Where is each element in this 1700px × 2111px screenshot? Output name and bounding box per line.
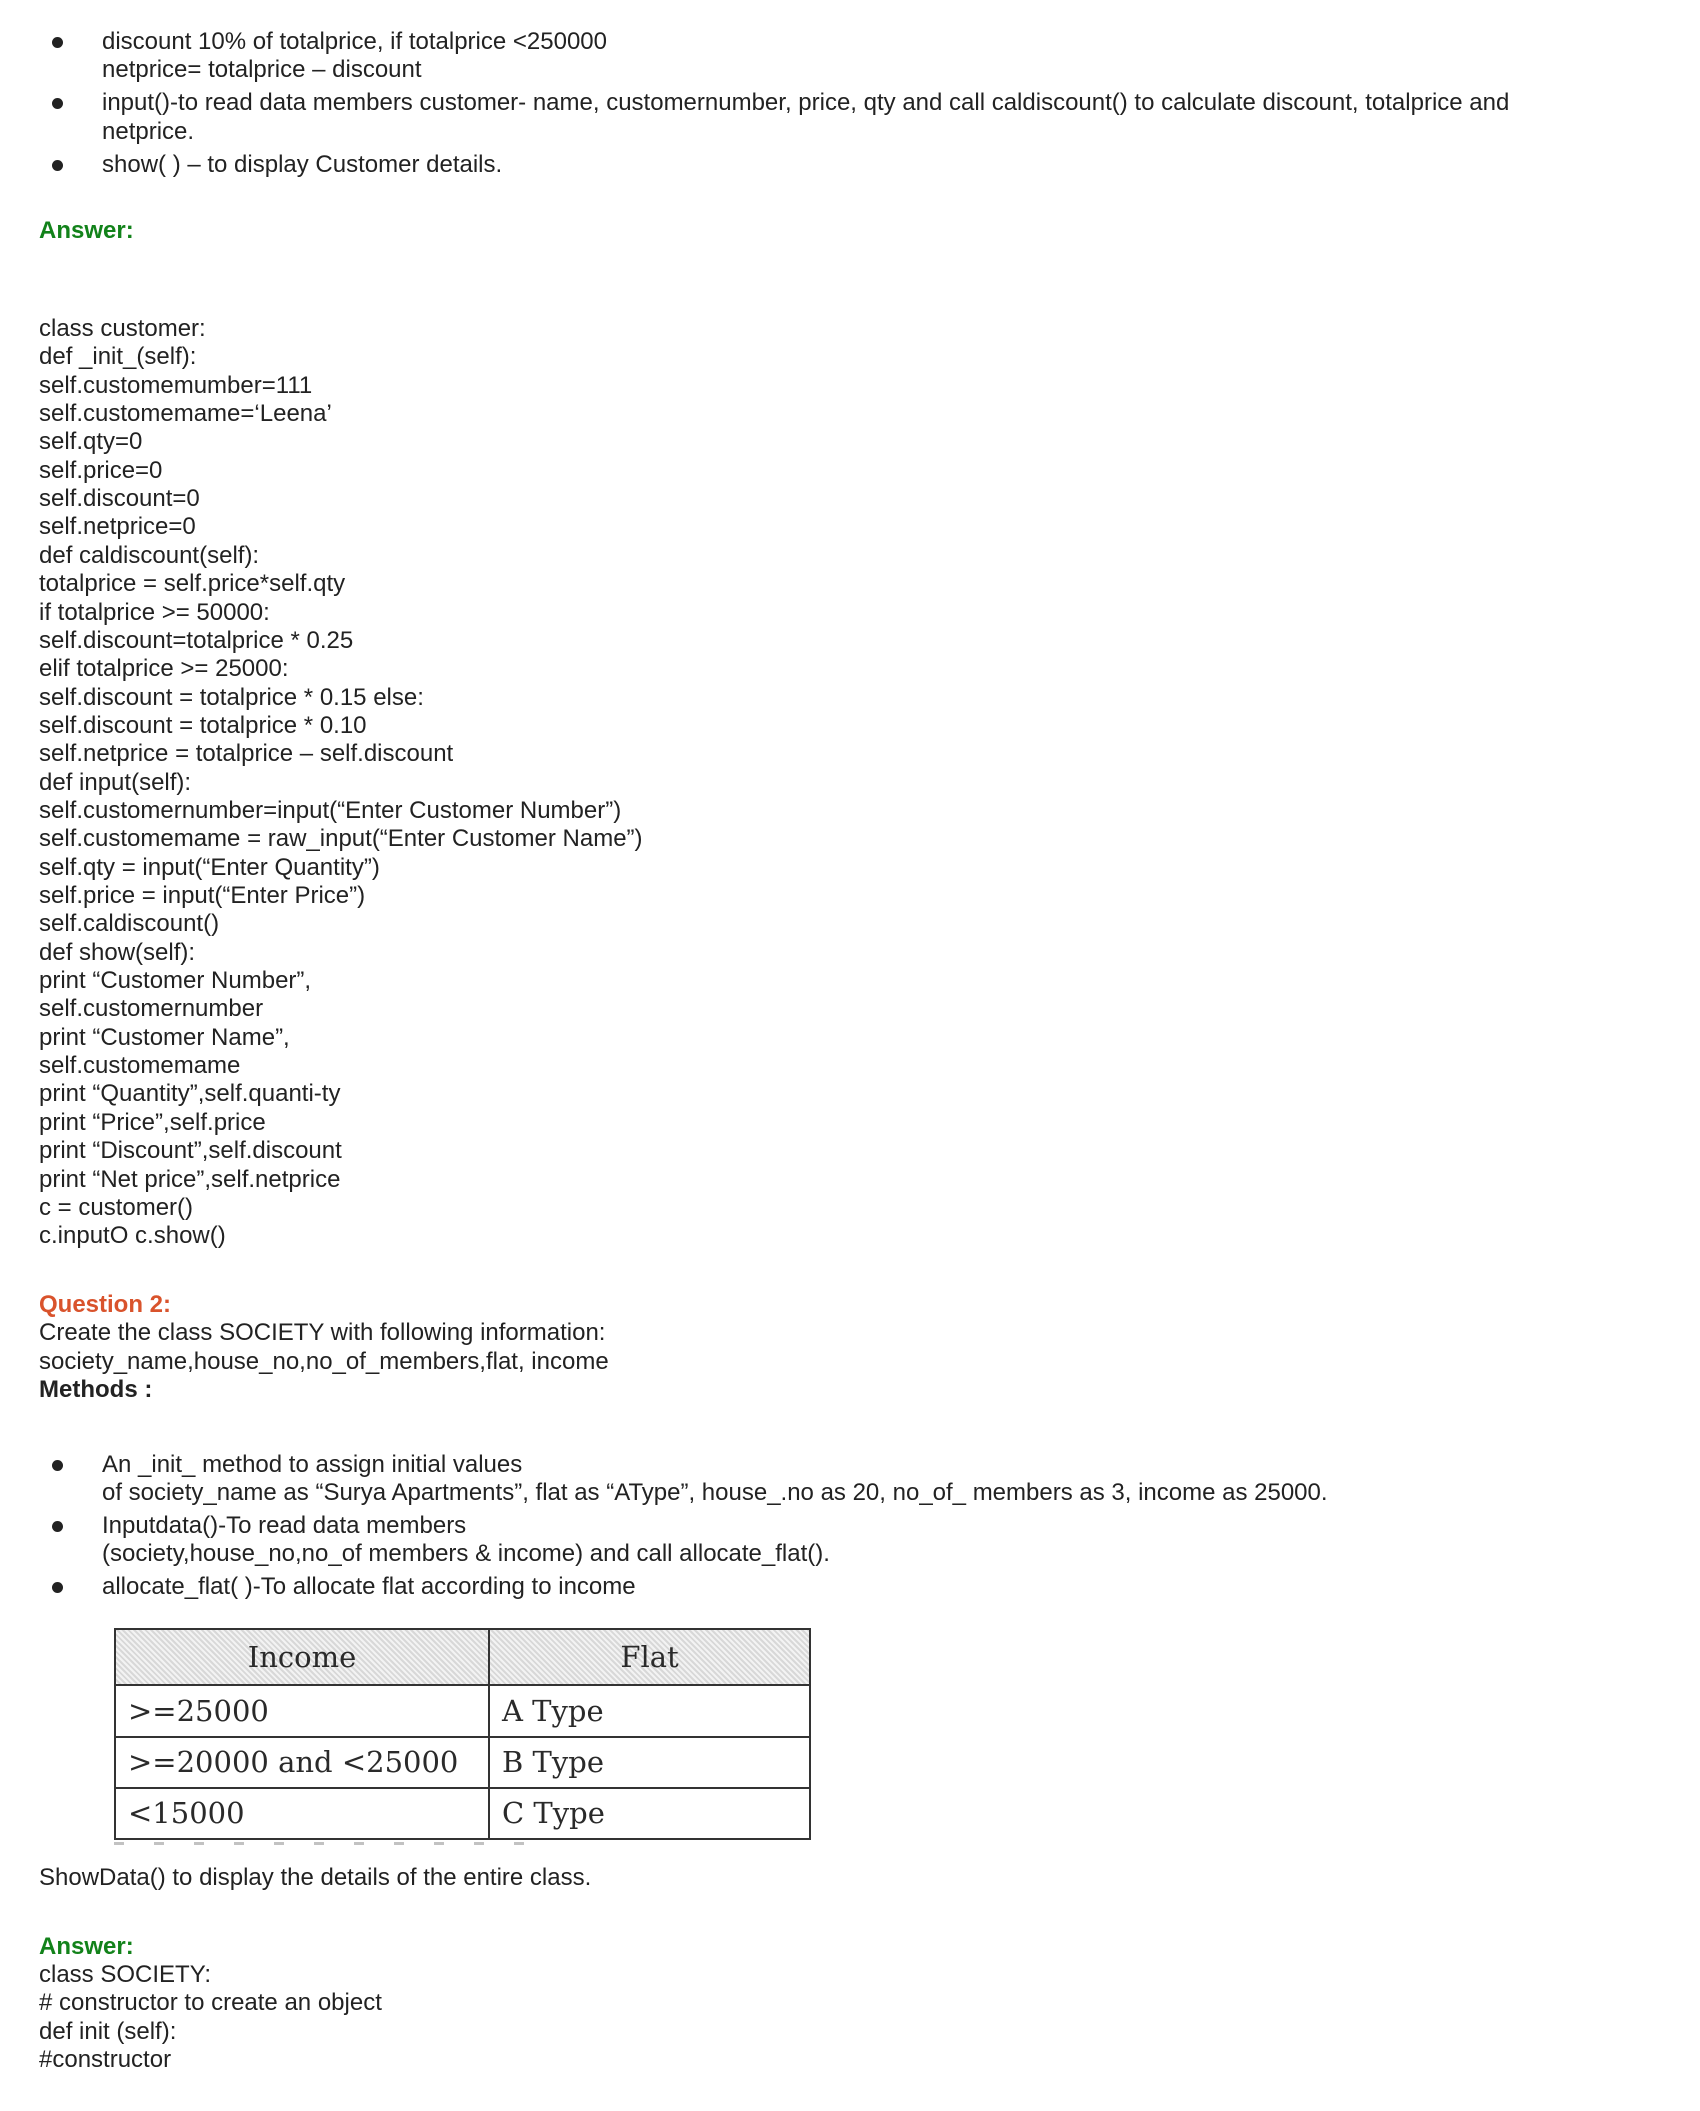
code-line: if totalprice >= 50000:	[39, 598, 270, 626]
code-line: c.inputO c.show()	[39, 1222, 226, 1250]
code-line: self.qty = input(“Enter Quantity”)	[39, 853, 380, 881]
table-cell-flat: B Type	[489, 1737, 810, 1788]
code-line: self.customemumber=111	[39, 371, 313, 399]
code-line: self.discount = totalprice * 0.10	[39, 711, 367, 739]
bullet-icon	[52, 1582, 63, 1593]
table-cell-income: >=25000	[115, 1685, 489, 1736]
code-line: self.customernumber=input(“Enter Customer Number”)	[39, 796, 622, 824]
code-line: self.discount = totalprice * 0.15 else:	[39, 683, 424, 711]
answer-heading: Answer:	[39, 217, 134, 244]
table-cell-income: <15000	[115, 1788, 489, 1839]
question-heading: Question 2:	[39, 1291, 172, 1318]
code-line: print “Price”,self.price	[39, 1108, 266, 1136]
scan-residue-divider	[114, 1842, 534, 1845]
code-line: self.qty=0	[39, 428, 143, 456]
bullet-text: of society_name as “Surya Apartments”, flat as “AType”, house_.no as 20, no_of_ members as 3, income as 25000.	[102, 1479, 1328, 1506]
table-row	[115, 1737, 810, 1788]
answer-heading: Answer:	[39, 1933, 134, 1960]
bullet-text: input()-to read data members customer- name, customernumber, price, qty and call caldiscount() to calculate discount, totalprice and	[102, 89, 1510, 116]
code-line: c = customer()	[39, 1193, 194, 1221]
code-line: self.price = input(“Enter Price”)	[39, 882, 366, 909]
code-line: totalprice = self.price*self.qty	[39, 570, 346, 598]
bullet-text: An _init_ method to assign initial values	[102, 1451, 523, 1478]
bullet-icon	[52, 1460, 63, 1471]
code-line: print “Quantity”,self.quanti-ty	[39, 1080, 341, 1108]
code-line: self.netprice = totalprice – self.discount	[39, 740, 454, 768]
code-line: print “Net price”,self.netprice	[39, 1165, 341, 1193]
code-line: def _init_(self):	[39, 343, 197, 371]
code-line: print “Discount”,self.discount	[39, 1137, 342, 1165]
table-header-income: Income	[115, 1629, 489, 1685]
bullet-icon	[52, 98, 63, 109]
code-line: class customer:	[39, 315, 206, 342]
bullet-text: (society,house_no,no_of members & income) and call allocate_flat().	[102, 1540, 830, 1567]
bullet-text: discount 10% of totalprice, if totalprice <250000	[102, 28, 607, 55]
bullet-text: show( ) – to display Customer details.	[102, 151, 503, 178]
code-line: def caldiscount(self):	[39, 541, 260, 569]
code-line: def init (self):	[39, 2017, 177, 2045]
code-line: self.discount=totalprice * 0.25	[39, 626, 354, 654]
code-line: def input(self):	[39, 768, 192, 796]
table-cell-flat: A Type	[489, 1685, 810, 1736]
code-line: self.customemame=‘Leena’	[39, 400, 332, 428]
code-line: self.customemame = raw_input(“Enter Customer Name”)	[39, 825, 643, 853]
code-line: self.netprice=0	[39, 513, 196, 541]
code-line: self.price=0	[39, 456, 163, 484]
code-line: class SOCIETY:	[39, 1961, 212, 1988]
income-flat-table	[114, 1628, 811, 1840]
bullet-text: netprice= totalprice – discount	[102, 56, 422, 83]
code-line: #constructor	[39, 2046, 172, 2074]
bullet-icon	[52, 160, 63, 171]
code-line: print “Customer Name”,	[39, 1023, 290, 1051]
code-line: def show(self):	[39, 938, 196, 966]
bullet-text: Inputdata()-To read data members	[102, 1512, 467, 1539]
code-line: # constructor to create an object	[39, 1989, 382, 2017]
bullet-icon	[52, 37, 63, 48]
code-line: self.customernumber	[39, 995, 264, 1023]
table-row	[115, 1685, 810, 1736]
bullet-text: allocate_flat( )-To allocate flat according to income	[102, 1573, 636, 1600]
question-fields: society_name,house_no,no_of_members,flat, income	[39, 1348, 609, 1375]
table-header-row	[115, 1629, 810, 1685]
code-line: self.caldiscount()	[39, 910, 220, 938]
table-row	[115, 1788, 810, 1839]
code-line: print “Customer Number”,	[39, 967, 312, 995]
table-cell-flat: C Type	[489, 1788, 810, 1839]
bullet-icon	[52, 1521, 63, 1532]
table-cell-income: >=20000 and <25000	[115, 1737, 489, 1788]
code-line: elif totalprice >= 25000:	[39, 655, 289, 683]
question-description: Create the class SOCIETY with following information:	[39, 1319, 606, 1346]
table-header-flat: Flat	[489, 1629, 810, 1685]
showdata-text: ShowData() to display the details of the entire class.	[39, 1864, 592, 1891]
code-line: self.discount=0	[39, 485, 200, 513]
bullet-text: netprice.	[102, 118, 195, 145]
methods-label: Methods :	[39, 1376, 153, 1403]
code-line: self.customemame	[39, 1052, 241, 1080]
